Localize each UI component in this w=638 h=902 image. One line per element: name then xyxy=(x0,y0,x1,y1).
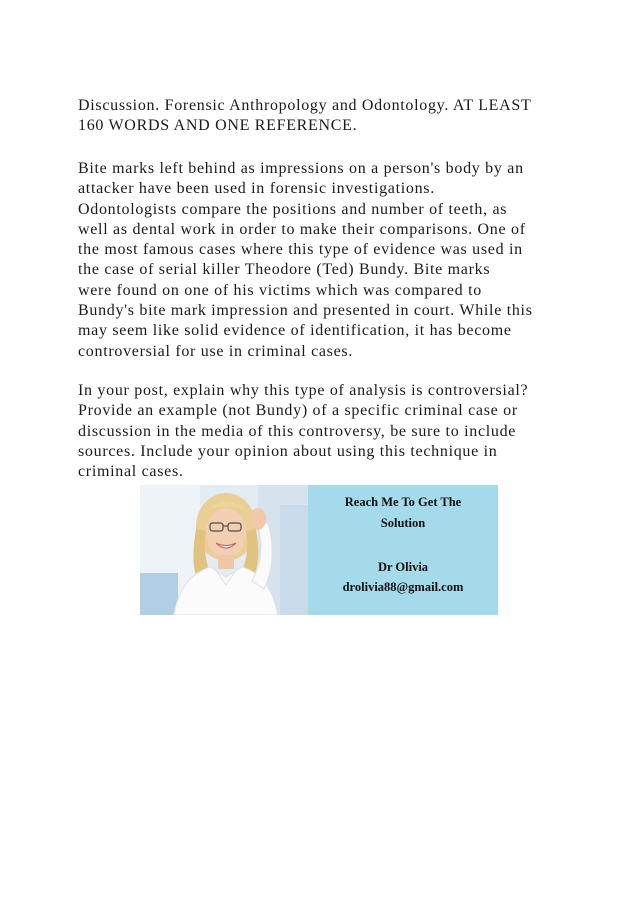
discussion-prompt xyxy=(78,96,578,137)
instructions-line: In your post, explain why this type of analysis is controversial? xyxy=(78,382,529,399)
body-line: Odontologists compare the positions and number of teeth, as xyxy=(78,200,508,218)
woman-illustration xyxy=(140,485,310,615)
instructions-line: criminal cases. xyxy=(78,463,184,481)
body-line: the most famous cases where this type of evidence was used in xyxy=(78,241,523,259)
body-line: may seem like solid evidence of identification, it has become xyxy=(78,322,512,340)
ad-contact-email: drolivia88@gmail.com xyxy=(342,580,464,594)
contact-advert-image xyxy=(140,485,498,615)
body-line: Bite marks left behind as impressions on a person's body by an xyxy=(78,160,524,177)
instructions-line: Provide an example (not Bundy) of a specific criminal case or xyxy=(78,402,518,420)
body-line: controversial for use in criminal cases. xyxy=(78,342,354,360)
woman-photo xyxy=(140,485,310,615)
body-line: the case of serial killer Theodore (Ted) Bundy. Bite marks xyxy=(78,261,491,279)
body-line: well as dental work in order to make their comparisons. One of xyxy=(78,220,526,238)
prompt-line: Discussion. Forensic Anthropology and Odontology. AT LEAST xyxy=(78,97,532,114)
ad-headline-line1: Reach Me To Get The xyxy=(344,495,462,509)
body-line: were found on one of his victims which was compared to xyxy=(78,281,482,299)
instructions-line: discussion in the media of this controversy, be sure to include xyxy=(78,422,517,440)
body-line: attacker have been used in forensic investigations. xyxy=(78,180,435,198)
body-paragraph xyxy=(78,159,578,362)
instructions-line: sources. Include your opinion about using this technique in xyxy=(78,442,498,460)
prompt-line: 160 WORDS AND ONE REFERENCE. xyxy=(78,117,358,135)
body-line: Bundy's bite mark impression and presented in court. While this xyxy=(78,302,533,320)
ad-contact-name: Dr Olivia xyxy=(377,560,429,574)
ad-headline-line2: Solution xyxy=(380,516,426,530)
contact-panel xyxy=(308,485,498,615)
instructions-paragraph xyxy=(78,381,578,482)
